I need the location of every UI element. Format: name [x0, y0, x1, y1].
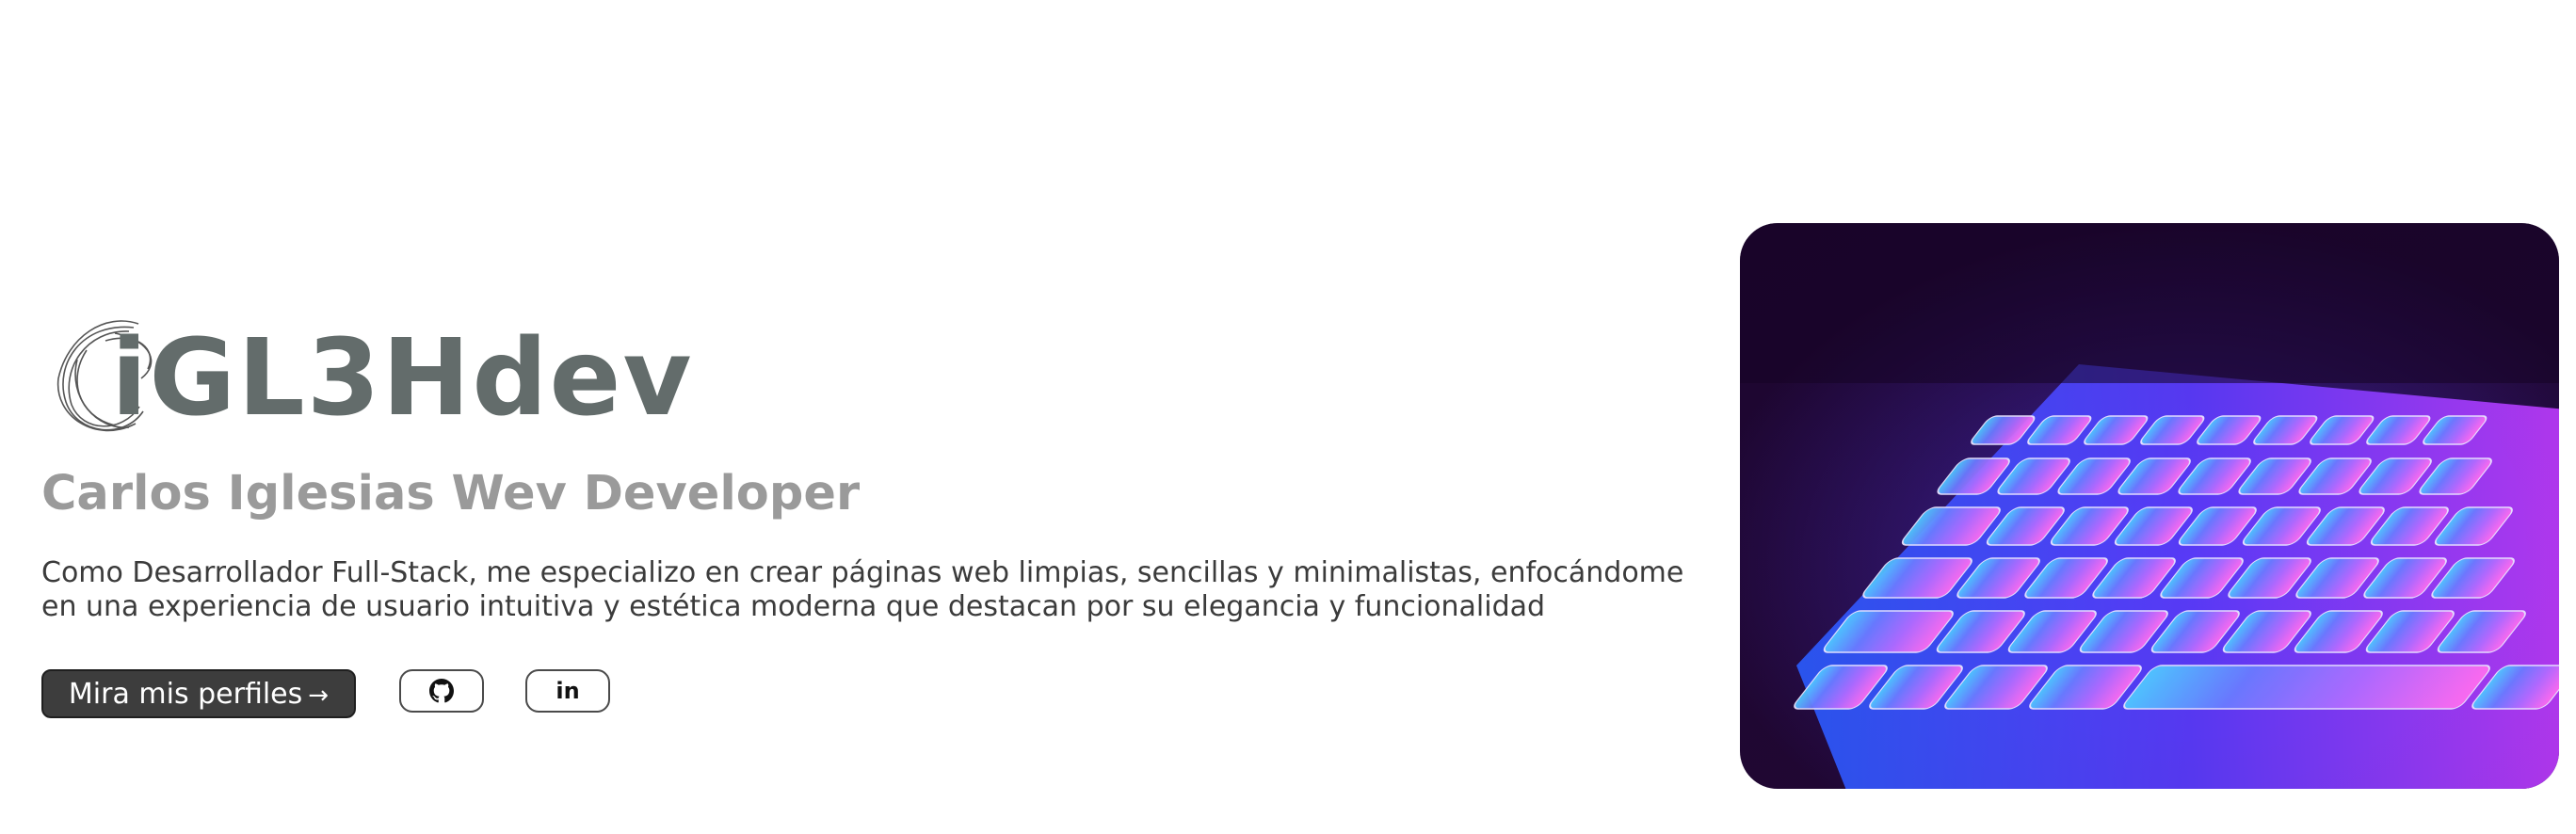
logo-wordmark: iGL3Hdev — [111, 317, 694, 440]
arrow-right-icon: → — [308, 682, 330, 710]
page-title: Carlos Iglesias Wev Developer — [41, 466, 861, 521]
view-profiles-label: Mira mis perfiles — [68, 678, 303, 711]
view-profiles-button[interactable] — [41, 669, 356, 718]
github-button[interactable] — [399, 669, 484, 713]
hero-description: Como Desarrollador Full-Stack, me especializo en crear páginas web limpias, sencillas y minimalistas, enfocándome en una experiencia de usuario intuitiva y estética moderna que destacan por su elegancia y funcionalidad — [41, 556, 1684, 623]
github-icon — [429, 679, 454, 703]
keyboard-photo-icon — [1740, 223, 2559, 789]
linkedin-icon: in — [555, 678, 580, 704]
hero-keyboard-image — [1740, 223, 2559, 789]
linkedin-button[interactable] — [525, 669, 610, 713]
